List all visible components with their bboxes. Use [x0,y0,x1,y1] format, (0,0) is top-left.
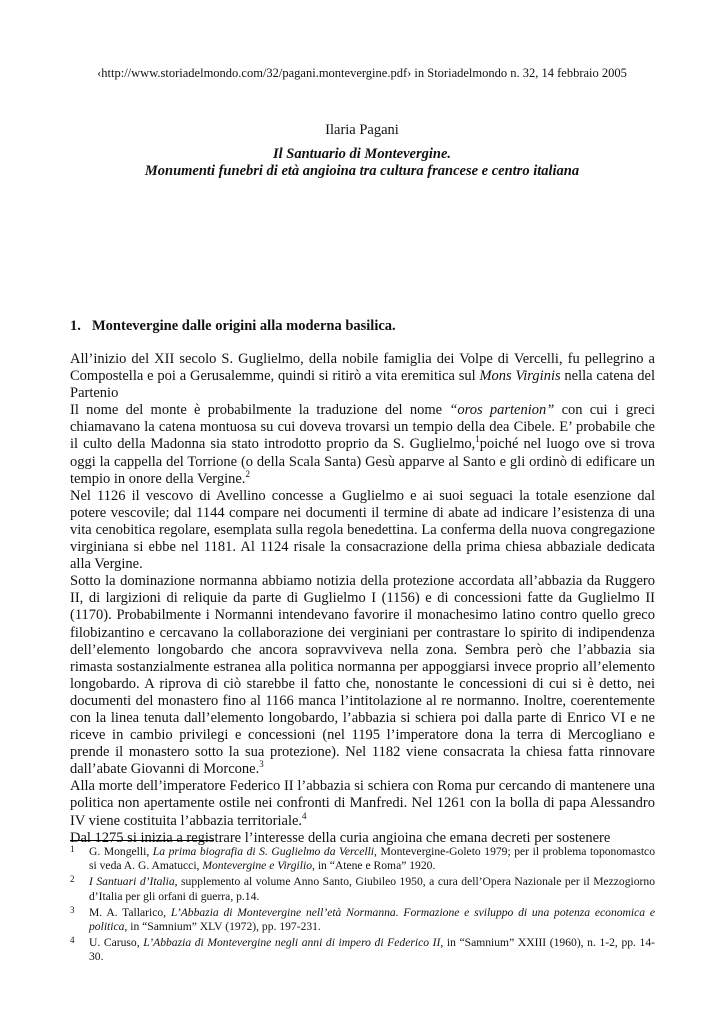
footnote-2 [70,875,655,903]
text-run: , supplemento al volume Anno Santo, Giubileo 1950, a cura dell’Opera Nazionale per il Mezzogiorno d’Italia per gli orfani di guerra, p.14. [89,875,656,903]
paragraph-4 [70,573,655,778]
section-title: Montevergine dalle origini alla moderna basilica. [92,318,396,334]
section-heading [70,318,396,335]
text-run: nella catena del Partenio [70,368,655,402]
text-run: , Montevergine-Goleto 1979; per il problema toponomastco si veda A. G. Amatucci, [89,845,655,873]
text-run: Alla morte dell’imperatore Federico II l’abbazia si schiera con Roma pur cercando di mantenere una politica non apertamente ostile nei confronti di Manfredi. Nel 1261 con la bolla di papa Alessandro IV viene costituita l’abbazia territoriale. [70,778,655,829]
italic-run: I Santuari d’Italia [89,875,175,889]
text-run: con cui i greci chiamavano la catena montuosa su cui doveva trovarsi un tempio della dea Cibele. E’ probabile che il culto della Madonna sia stato introdotto proprio da S. Guglielmo, [70,402,655,453]
footnote-ref-4[interactable]: 4 [302,810,307,821]
italic-run: L’Abbazia di Montevergine nell’età Normanna. Formazione e sviluppo di una potenza economica e politica [89,905,655,934]
author-name: Ilaria Pagani [325,122,399,138]
title-line-2: Monumenti funebri di età angioina tra cultura francese e centro italiana [144,163,580,179]
footnote-3 [70,906,655,934]
footnotes [70,845,655,967]
source-line: ‹http://www.storiadelmondo.com/32/pagani.montevergine.pdf› in Storiadelmondo n. 32, 14 febbraio 2005 [97,66,627,80]
footnote-ref-2[interactable]: 2 [245,468,250,479]
text-run: , in “Samnium” XLV (1972), pp. 197-231. [124,920,321,934]
text-run: All’inizio del XII secolo S. Guglielmo, della nobile famiglia dei Volpe di Vercelli, fu pellegrino a Compostella e poi a Gerusalemme, quindi si ritirò a vita eremitica sul [70,351,655,385]
text-run: M. A. Tallarico, [89,905,171,919]
text-run: , in “Atene e Roma” 1920. [312,859,436,873]
text-run: U. Caruso, [89,936,144,950]
paragraph-3: Nel 1126 il vescovo di Avellino concesse a Guglielmo e ai suoi seguaci la totale esenzione dal potere vescovile; dal 1144 compare nei documenti il termine di abate ad indicare l’esistenza di una vita cenobitica regolare, esemplata sulla regola benedettina. La conferma della nuova congregazione virginiana si ebbe nel 1181. Al 1124 risale la consacrazione della prima chiesa abbaziale dedicata alla Vergine. [70,487,655,573]
footnote-number: 4 [70,935,75,946]
title-line-1: Il Santuario di Montevergine. [272,146,452,162]
text-run: G. Mongelli, [89,845,153,858]
paragraph-5 [70,778,655,829]
paragraph-1 [70,351,655,402]
text-run: , in “Samnium” XXIII (1960), n. 1-2, pp. 14-30. [89,936,655,964]
paragraph-6: Dal 1275 si inizia a registrare l’interesse della curia angioina che emana decreti per sostenere [70,829,611,846]
italic-run: Montevergine e Virgilio [202,859,313,873]
section-number: 1. [70,318,81,334]
footnote-ref-3[interactable]: 3 [259,759,264,770]
footnote-separator [70,840,214,841]
footnote-ref-1[interactable]: 1 [475,434,480,445]
footnote-number: 3 [70,904,75,915]
italic-run: L’Abbazia di Montevergine negli anni di impero di Federico II [143,936,441,950]
text-run: poiché nel luogo ove si trova oggi la cappella del Torrione (o della Scala Santa) Gesù apparve al Santo e gli ordinò di edificare un tempio in onore della Vergine. [70,436,655,487]
footnote-1 [70,845,655,873]
italic-run: Mons Virginis [479,368,561,385]
footnote-number: 1 [70,844,75,854]
text-run: Sotto la dominazione normanna abbiamo notizia della protezione accordata all’abbazia da Ruggero II, di largizioni di reliquie da parte di Guglielmo I (1156) e di concessioni fatte da Guglielmo II (1170). Probabilmente i Normanni intendevano favorire il monachesimo latino contro quello greco filobizantino e cercavano la collaborazione dei verginiani per contrastare lo spirito di indipendenza dell’elemento longobardo che ancora sopravviveva nella zona. Sembra però che l’abbazia sia rimasta sostanzialmente estranea alla politica normanna per appoggiarsi invece proprio all’elemento longobardo. A riprova di ciò starebbe il fatto che, nonostante le concessioni di cui si è detto, nei documenti del monastero fino al 1166 manca l’intitolazione al re normanno. Inoltre, coerentemente con la linea tenuta dall’elemento longobardo, l’abbazia si schiera poi dalla parte di Enrico VI e ne riceve in cambio privilegi e concessioni (nel 1195 l’imperatore dona la terra di Mercogliano e prende il monastero sotto la sua protezione). Nel 1182 viene consacrata la chiesa fatta rinnovare dall’abate Giovanni di Morcone. [70,573,655,778]
body-text [70,351,655,847]
footnote-4 [70,936,655,964]
italic-run: La prima biografia di S. Guglielmo da Vercelli [152,845,375,858]
italic-run: “oros partenion” [449,402,555,419]
footnote-number: 2 [70,874,75,885]
text-run: Il nome del monte è probabilmente la traduzione del nome [70,402,450,419]
article-title [0,146,724,180]
paragraph-2 [70,402,655,487]
